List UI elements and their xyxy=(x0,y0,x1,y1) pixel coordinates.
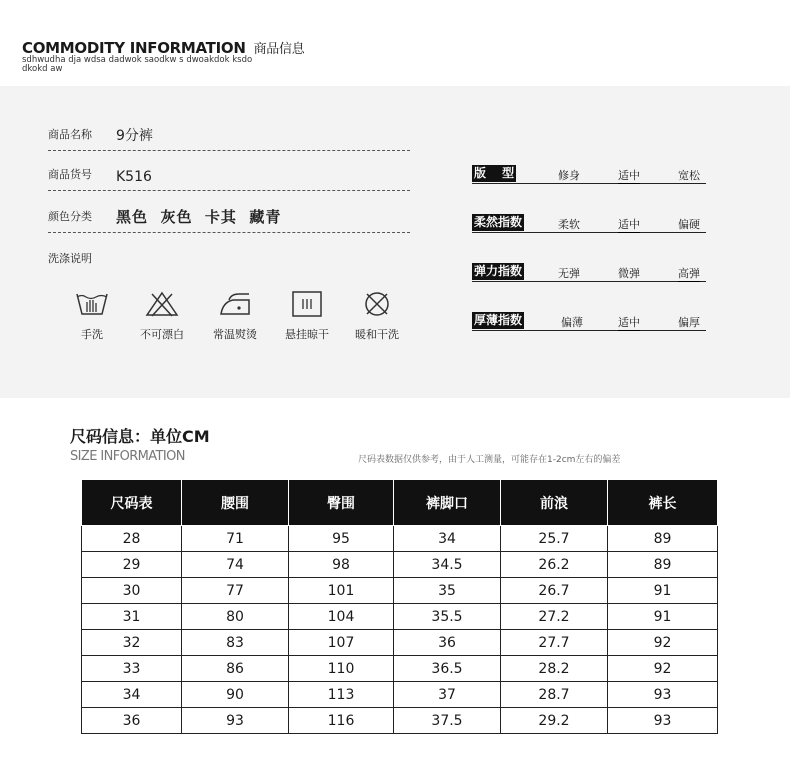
attribute-option: 柔软 xyxy=(558,218,580,231)
size-table xyxy=(81,479,718,734)
iron-icon xyxy=(215,290,255,318)
table-row xyxy=(82,630,718,656)
table-cell: 36 xyxy=(394,630,501,656)
table-cell: 28.7 xyxy=(501,682,608,708)
table-cell: 83 xyxy=(182,630,289,656)
info-value: 黑色 灰色 卡其 藏青 xyxy=(116,208,282,226)
table-cell: 28 xyxy=(82,526,182,552)
care-item-hand-wash xyxy=(62,290,122,342)
care-caption: 手洗 xyxy=(81,328,103,341)
table-cell: 92 xyxy=(608,656,718,682)
page-title-cn: 商品信息 xyxy=(253,42,305,57)
table-cell: 25.7 xyxy=(501,526,608,552)
table-cell: 107 xyxy=(289,630,394,656)
table-cell: 27.7 xyxy=(501,630,608,656)
no-tumble-dry-icon xyxy=(359,290,395,318)
info-value: K516 xyxy=(116,169,152,185)
info-row-colors xyxy=(48,202,410,233)
page-subtitle: sdhwudha dja wdsa dadwok saodkw s dwoakdok ksdo dkokd aw xyxy=(22,55,253,74)
table-cell: 34 xyxy=(82,682,182,708)
table-row xyxy=(82,604,718,630)
table-cell: 116 xyxy=(289,708,394,734)
table-row xyxy=(82,552,718,578)
table-row xyxy=(82,682,718,708)
table-cell: 32 xyxy=(82,630,182,656)
care-caption: 悬挂晾干 xyxy=(285,328,329,341)
table-cell: 80 xyxy=(182,604,289,630)
table-cell: 26.7 xyxy=(501,578,608,604)
attribute-option: 宽松 xyxy=(678,169,700,182)
attribute-option: 微弹 xyxy=(618,267,640,280)
column-header: 尺码表 xyxy=(82,480,182,526)
table-cell: 90 xyxy=(182,682,289,708)
attribute-name: 厚薄指数 xyxy=(474,313,523,327)
table-cell: 86 xyxy=(182,656,289,682)
table-cell: 93 xyxy=(608,708,718,734)
size-table-header-row xyxy=(82,480,718,526)
table-cell: 35 xyxy=(394,578,501,604)
size-note: 尺码表数据仅供参考，由于人工测量，可能存在1-2cm左右的偏差 xyxy=(358,455,621,465)
wash-label: 洗涤说明 xyxy=(48,252,92,265)
hand-wash-icon xyxy=(74,290,110,318)
table-cell: 29.2 xyxy=(501,708,608,734)
attribute-option-selected: 适中 xyxy=(618,218,640,231)
table-cell: 89 xyxy=(608,526,718,552)
table-row xyxy=(82,526,718,552)
table-cell: 28.2 xyxy=(501,656,608,682)
table-row xyxy=(82,578,718,604)
table-cell: 33 xyxy=(82,656,182,682)
table-cell: 27.2 xyxy=(501,604,608,630)
table-cell: 74 xyxy=(182,552,289,578)
table-cell: 110 xyxy=(289,656,394,682)
table-cell: 35.5 xyxy=(394,604,501,630)
info-row-sku xyxy=(48,160,410,191)
table-cell: 34 xyxy=(394,526,501,552)
table-cell: 101 xyxy=(289,578,394,604)
attribute-option: 无弹 xyxy=(558,267,580,280)
table-cell: 30 xyxy=(82,578,182,604)
attribute-option-selected: 适中 xyxy=(618,169,640,182)
table-cell: 91 xyxy=(608,604,718,630)
table-cell: 37.5 xyxy=(394,708,501,734)
column-header: 腰围 xyxy=(182,480,289,526)
attribute-option: 偏硬 xyxy=(678,218,700,231)
table-cell: 113 xyxy=(289,682,394,708)
info-label: 商品货号 xyxy=(48,168,92,181)
table-cell: 36.5 xyxy=(394,656,501,682)
table-cell: 36 xyxy=(82,708,182,734)
attribute-elasticity xyxy=(472,263,706,282)
info-label: 商品名称 xyxy=(48,128,92,141)
care-caption: 不可漂白 xyxy=(140,328,184,341)
attribute-softness xyxy=(472,214,706,233)
column-header: 裤脚口 xyxy=(394,480,501,526)
table-cell: 77 xyxy=(182,578,289,604)
table-cell: 29 xyxy=(82,552,182,578)
info-label: 颜色分类 xyxy=(48,210,92,223)
table-cell: 92 xyxy=(608,630,718,656)
care-caption: 暖和干洗 xyxy=(355,328,399,341)
table-cell: 98 xyxy=(289,552,394,578)
table-cell: 89 xyxy=(608,552,718,578)
attribute-name: 柔然指数 xyxy=(474,215,523,229)
info-value: 9分裤 xyxy=(116,128,153,144)
column-header: 臀围 xyxy=(289,480,394,526)
attribute-option: 偏薄 xyxy=(561,316,583,329)
attribute-name: 弹力指数 xyxy=(474,264,523,278)
attribute-option-selected: 高弹 xyxy=(678,267,700,280)
attribute-fit xyxy=(472,165,706,184)
column-header: 前浪 xyxy=(501,480,608,526)
info-panel xyxy=(0,86,790,398)
table-cell: 93 xyxy=(608,682,718,708)
attribute-thickness xyxy=(472,312,706,331)
hang-dry-icon xyxy=(289,290,325,318)
care-item-iron xyxy=(205,290,265,342)
table-cell: 71 xyxy=(182,526,289,552)
no-bleach-icon xyxy=(144,290,180,318)
table-cell: 37 xyxy=(394,682,501,708)
size-title-en: SIZE INFORMATION xyxy=(70,449,185,464)
table-cell: 95 xyxy=(289,526,394,552)
column-header: 裤长 xyxy=(608,480,718,526)
care-caption: 常温熨烫 xyxy=(213,328,257,341)
care-item-no-bleach xyxy=(132,290,192,342)
attribute-option: 偏厚 xyxy=(678,316,700,329)
attribute-name: 版 型 xyxy=(474,166,515,180)
size-title: 尺码信息：单位CM xyxy=(70,427,210,446)
page-title-en: COMMODITY INFORMATION xyxy=(22,39,246,57)
attribute-option: 修身 xyxy=(558,169,580,182)
info-row-name xyxy=(48,120,410,151)
table-cell: 31 xyxy=(82,604,182,630)
table-row xyxy=(82,708,718,734)
table-cell: 104 xyxy=(289,604,394,630)
table-cell: 91 xyxy=(608,578,718,604)
table-cell: 34.5 xyxy=(394,552,501,578)
care-item-dry-clean xyxy=(347,290,407,342)
care-item-hang-dry xyxy=(277,290,337,342)
attribute-option-selected: 适中 xyxy=(618,316,640,329)
table-cell: 26.2 xyxy=(501,552,608,578)
table-cell: 93 xyxy=(182,708,289,734)
table-row xyxy=(82,656,718,682)
